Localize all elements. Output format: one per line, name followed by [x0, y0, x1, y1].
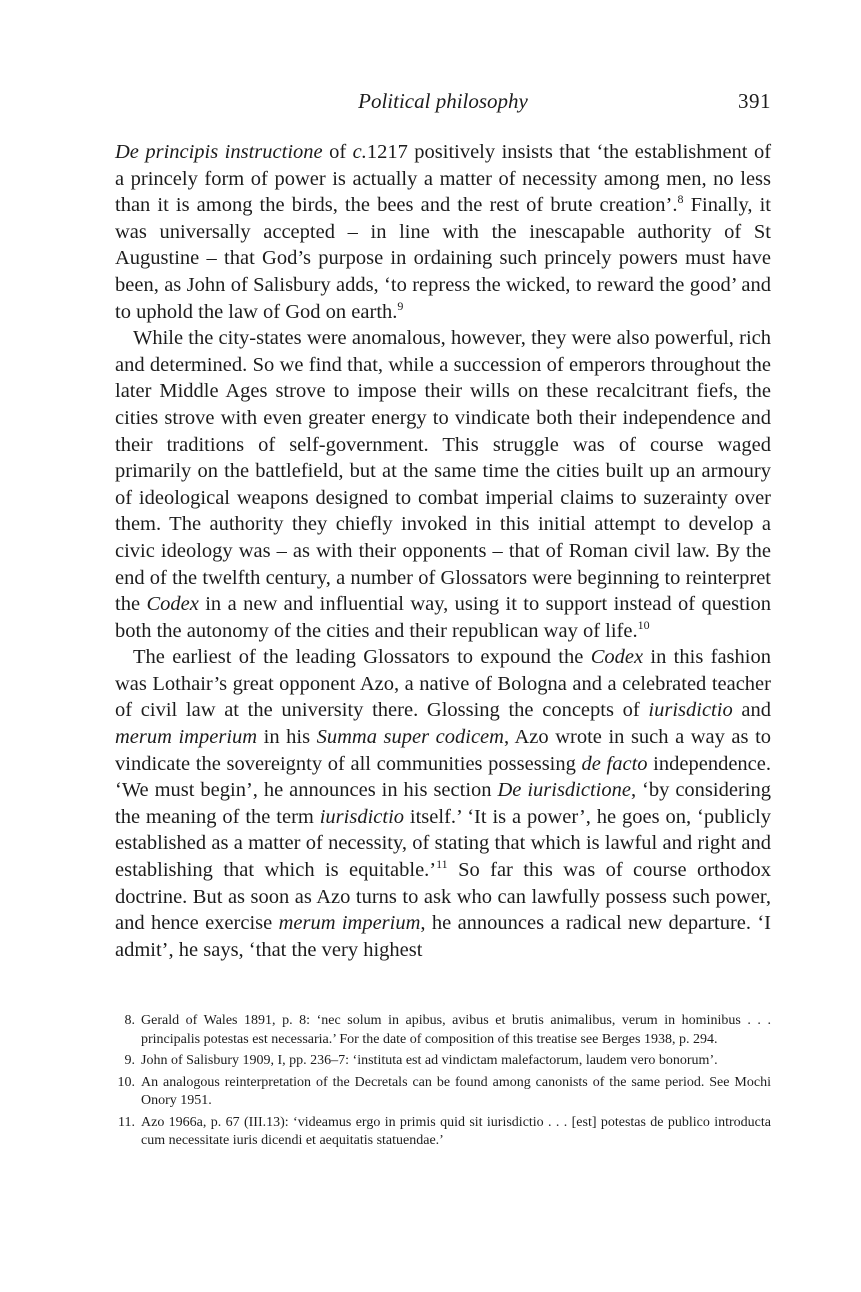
paragraph	[115, 644, 771, 963]
footnote-text: An analogous reinterpretation of the Decretals can be found among canonists of the same period. See Mochi Onory 1951.	[141, 1074, 771, 1108]
footnote-number: 9.	[124, 1053, 135, 1068]
italic-text: merum imperium	[278, 912, 421, 935]
text-run: in this fashion was Lothair’s great opponent Azo, a native of Bologna and a celebrated teacher of civil law at the university there. Glossing the concepts of	[115, 646, 771, 722]
italic-text: iurisdictio	[648, 699, 733, 722]
text-run: , ‘by considering the meaning of the term	[115, 779, 771, 828]
footnote-ref: 11	[436, 857, 448, 872]
page-number: 391	[738, 89, 771, 113]
text-run: So far this was of course orthodox doctrine. But as soon as Azo turns to ask who can lawfully possess such power, and hence exercise	[115, 859, 771, 935]
italic-text: Codex	[146, 593, 199, 616]
text-run: independence. ‘We must begin’, he announces in his section	[115, 752, 771, 802]
italic-text: Summa super codicem	[316, 726, 504, 749]
running-head	[115, 84, 771, 118]
footnote	[115, 1012, 771, 1049]
text-run: in his	[257, 726, 317, 749]
footnote-text: Gerald of Wales 1891, p. 8: ‘nec solum in apibus, avibus et brutis animalibus, verum in hominibus . . . principalis potestas est necessaria.’ For the date of composition of this treatise see Berges 1938, p. 294.	[141, 1013, 771, 1047]
italic-text: de facto	[581, 752, 648, 775]
running-title: Political philosophy	[358, 89, 528, 113]
footnote-ref: 10	[637, 617, 650, 632]
footnote-ref: 8	[677, 192, 684, 207]
footnote	[115, 1052, 771, 1071]
body-text	[115, 139, 771, 963]
footnote-ref: 9	[397, 298, 404, 313]
footnote	[115, 1114, 771, 1151]
italic-text: iurisdictio	[319, 805, 405, 828]
text-run: The earliest of the leading Glossators to expound the	[133, 646, 591, 669]
text-run: Finally, it was universally accepted – in line with the inescapable authority of St Augustine – that God’s purpose in ordaining such princely powers must have been, as John of Salisbury adds, ‘to repress the wicked, to reward the good’ and to uphold the law of God on earth.	[115, 194, 771, 323]
footnote-number: 10.	[117, 1074, 135, 1090]
text-run: and	[732, 699, 771, 722]
italic-text: merum imperium	[115, 726, 258, 749]
text-run: of	[322, 141, 353, 163]
footnotes	[115, 1012, 771, 1154]
text-run: , Azo wrote in such a way as to vindicate the sovereignty of all communities possessing	[115, 726, 772, 775]
text-run: in a new and influential way, using it to support instead of question both the autonomy of the cities and their republican way of life.	[115, 593, 771, 642]
text-run: , he announces a radical new departure. ‘I admit’, he says, ‘that the very highest	[115, 912, 771, 961]
text-run: itself.’ ‘It is a power’, he goes on, ‘publicly established as a matter of necessity, of stating that which is lawful and right and establishing that which is equitable.’	[115, 805, 772, 882]
italic-text: De iurisdictione	[497, 779, 631, 802]
footnote-text: John of Salisbury 1909, I, pp. 236–7: ‘instituta est ad vindictam malefactorum, laudem vero bonorum’.	[141, 1053, 718, 1068]
italic-text: c.	[352, 141, 367, 163]
italic-text: De principis instructione	[115, 141, 323, 163]
footnote-number: 8.	[124, 1013, 135, 1028]
footnote	[115, 1074, 771, 1111]
paragraph	[115, 325, 771, 644]
paragraph	[115, 139, 771, 325]
text-run: While the city-states were anomalous, however, they were also powerful, rich and determined. So we find that, while a succession of emperors throughout the later Middle Ages strove to impose their wills on these recalcitrant fiefs, the cities strove with even greater energy to vindicate both their independence and their traditions of self-government. This struggle was of course waged primarily on the battlefield, but at the same time the cities built up an armoury of ideological weapons designed to combat imperial claims to suzerainty over them. The authority they chiefly invoked in this initial attempt to develop a civic ideology was – as with their opponents – that of Roman civil law. By the end of the twelfth century, a number of Glossators were beginning to reinterpret the	[115, 327, 771, 616]
footnote-number: 11.	[118, 1114, 135, 1130]
italic-text: Codex	[590, 646, 644, 669]
text-run: 1217 positively insists that ‘the establishment of a princely form of power is actually a matter of necessity among men, no less than it is among the birds, the bees and the rest of brute creation’.	[115, 141, 772, 217]
footnote-text: Azo 1966a, p. 67 (III.13): ‘videamus ergo in primis quid sit iurisdictio . . . [est] potestas de publico introducta cum necessitate iuris dicendi et aequitatis statuendae.’	[141, 1114, 771, 1148]
